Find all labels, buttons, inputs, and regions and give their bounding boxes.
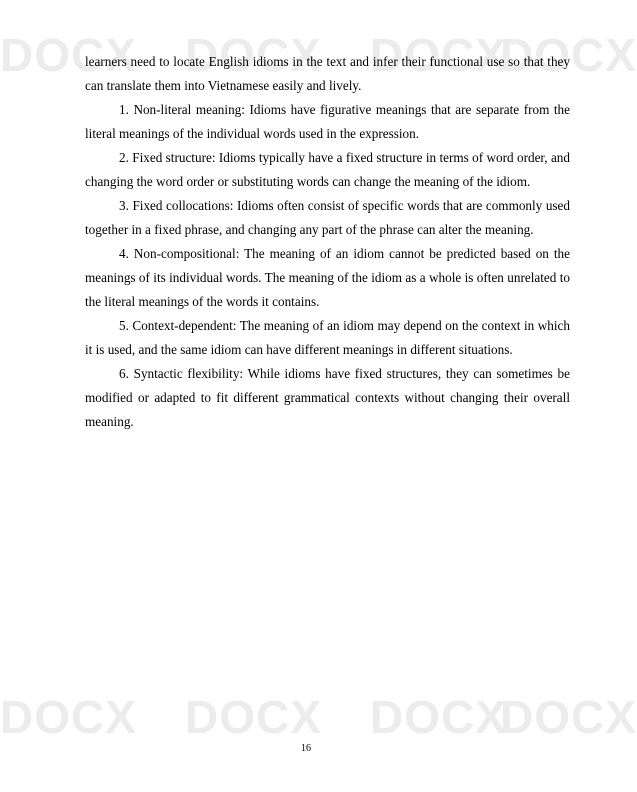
paragraph-fixed-collocations: 3. Fixed collocations: Idioms often consist of specific words that are commonly used together in a fixed phrase, and changing any part of the phrase can alter the meaning. <box>85 198 570 237</box>
watermark-logo: DOCX <box>370 691 507 743</box>
watermark-logo: DOCX <box>500 29 637 81</box>
paragraph-non-literal-meaning: 1. Non-literal meaning: Idioms have figurative meanings that are separate from the literal meanings of the individual words used in the expression. <box>85 102 570 141</box>
document-body <box>85 50 570 434</box>
paragraph-fixed-structure: 2. Fixed structure: Idioms typically have a fixed structure in terms of word order, and changing the word order or substituting words can change the meaning of the idiom. <box>85 150 570 189</box>
paragraph-context-dependent: 5. Context-dependent: The meaning of an idiom may depend on the context in which it is used, and the same idiom can have different meanings in different situations. <box>85 318 570 357</box>
watermark-logo: DOCX <box>185 29 322 81</box>
watermark-logo: DOCX <box>370 29 507 81</box>
paragraph-intro: learners need to locate English idioms in the text and infer their functional use so that they can translate them into Vietnamese easily and lively. <box>85 54 570 93</box>
watermark-logo: DOCX <box>500 691 637 743</box>
paragraph-syntactic-flexibility: 6. Syntactic flexibility: While idioms have fixed structures, they can sometimes be modified or adapted to fit different grammatical contexts without changing their overall meaning. <box>85 366 570 429</box>
watermark-logo: DOCX <box>0 29 137 81</box>
page-number: 16 <box>301 743 311 754</box>
paragraph-non-compositional: 4. Non-compositional: The meaning of an idiom cannot be predicted based on the meanings of its individual words. The meaning of the idiom as a whole is often unrelated to the literal meanings of the words it contains. <box>85 246 570 309</box>
watermark-logo: DOCX <box>0 691 137 743</box>
watermark-logo: DOCX <box>185 691 322 743</box>
